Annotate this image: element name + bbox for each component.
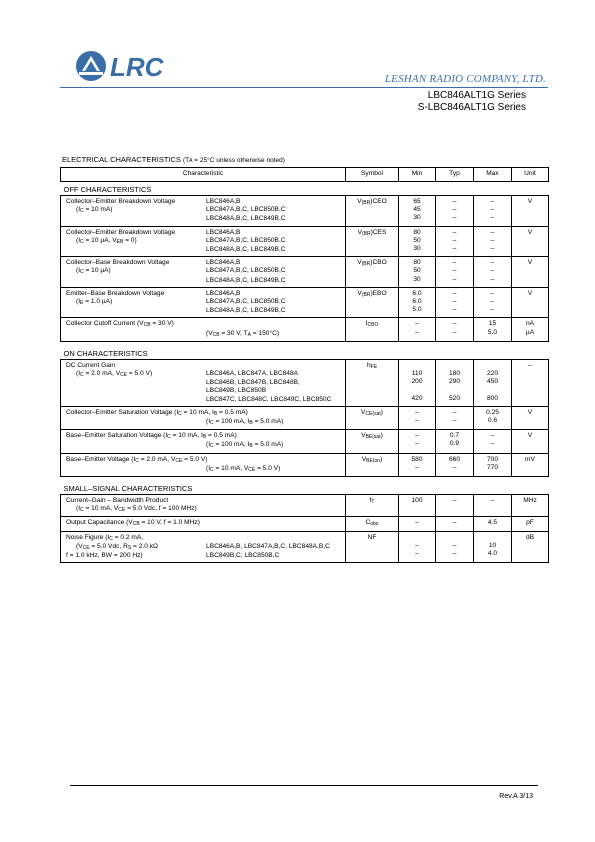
logo-text: LRC — [110, 52, 164, 82]
min-cell: – – — [399, 318, 436, 341]
typ-cell: – – — [436, 318, 474, 341]
company-name: LESHAN RADIO COMPANY, LTD. — [384, 73, 546, 85]
col-header-symbol: Symbol — [346, 168, 399, 182]
characteristic-cell: Noise Figure ($I_C = 0.2$ mA, ($V_{CE} = 5.0$ Vdc, $R_S = 2.0$ kΩ LBC846A,B, LBC847A,B,C, LBC848A,B,C f = 1.0 kHz, BW = 200 Hz) LBC849B,C, LBC850B,C — [61, 531, 346, 563]
min-cell: – — [399, 517, 436, 531]
unit-cell: V — [512, 430, 549, 453]
table-row — [61, 531, 549, 563]
unit-cell: – — [512, 359, 549, 406]
max-cell: – — [474, 495, 512, 517]
typ-cell: – – – — [436, 226, 474, 257]
characteristic-cell: Base–Emitter Saturation Voltage ($I_C = 10$ mA, $I_B = 0.5$ mA) ($I_C = 100$ mA, $I_B = 5.0$ mA) — [61, 430, 346, 453]
table-header-row — [61, 168, 549, 182]
characteristic-cell: Emitter–Base Breakdown Voltage LBC846A,B ($I_E = 1.0$ µA) LBC847A,B,C, LBC850B,C LBC848A,B,C, LBC849B,C — [61, 287, 346, 318]
typ-cell: – – — [436, 531, 474, 563]
characteristic-cell: Collector–Base Breakdown Voltage LBC846A,B ($I_C = 10$ µA) LBC847A,B,C, LBC850B,C LBC848A,B,C, LBC849B,C — [61, 257, 346, 288]
table-row — [61, 196, 549, 227]
min-cell: 100 — [399, 495, 436, 517]
unit-cell: V — [512, 406, 549, 429]
symbol-cell: $I_{CBO}$ — [346, 318, 399, 341]
table-row — [61, 430, 549, 453]
col-header-unit: Unit — [512, 168, 549, 182]
table-row — [61, 359, 549, 406]
table-row — [61, 287, 549, 318]
section-heading: OFF CHARACTERISTICS — [63, 184, 152, 194]
table-row — [61, 318, 549, 341]
min-cell: – – — [399, 531, 436, 563]
typ-cell: – – – — [436, 287, 474, 318]
characteristic-cell: Current–Gain – Bandwidth Product ($I_C = 10$ mA, $V_{CE} = 5.0$ Vdc, f = 100 MHz) — [61, 495, 346, 517]
characteristic-cell: Output Capacitance ($V_{CB} = 10$ V, f = 1.0 MHz) — [61, 517, 346, 531]
electrical-characteristics-table — [60, 167, 549, 563]
table-row — [61, 257, 549, 288]
max-cell: 700 770 — [474, 453, 512, 476]
table-row — [61, 406, 549, 429]
symbol-cell: NF — [346, 531, 399, 563]
characteristic-cell: Collector Cutoff Current ($V_{CB} = 30$ V) ($V_{CB} = 30$ V, $T_A = 150^\circ C$) — [61, 318, 346, 341]
unit-cell: MHz — [512, 495, 549, 517]
typ-cell: – – – — [436, 196, 474, 227]
symbol-cell: $V_{BE(on}$) — [346, 453, 399, 476]
section-heading-row — [61, 345, 549, 359]
section-heading: SMALL–SIGNAL CHARACTERISTICS — [63, 483, 193, 493]
max-cell: – – — [474, 430, 512, 453]
max-cell: – – – — [474, 196, 512, 227]
typ-cell: 660 – — [436, 453, 474, 476]
company-logo — [74, 48, 176, 84]
footer-rule — [70, 785, 538, 786]
table-row — [61, 517, 549, 531]
typ-cell: – – — [436, 406, 474, 429]
table-row — [61, 226, 549, 257]
symbol-cell: $V_{CE(sat}$) — [346, 406, 399, 429]
table-row — [61, 495, 549, 517]
min-cell: – – — [399, 406, 436, 429]
series-title-1: LBC846ALT1G Series — [427, 90, 526, 101]
col-header-min: Min — [399, 168, 436, 182]
max-cell: 10 4.0 — [474, 531, 512, 563]
page-footer: Rev.A 3/13 — [499, 793, 533, 800]
symbol-cell: $V_{(BR})CBO$ — [346, 257, 399, 288]
min-cell: – – — [399, 430, 436, 453]
col-header-typ: Typ — [436, 168, 474, 182]
col-header-characteristic: Characteristic — [61, 168, 346, 182]
max-cell: 4.5 — [474, 517, 512, 531]
typ-cell: 180 290 520 — [436, 359, 474, 406]
symbol-cell: $V_{(BR})EBO$ — [346, 287, 399, 318]
unit-cell: V — [512, 226, 549, 257]
typ-cell: – — [436, 517, 474, 531]
typ-cell: – – – — [436, 257, 474, 288]
typ-cell: – — [436, 495, 474, 517]
max-cell: 0.25 0.6 — [474, 406, 512, 429]
col-header-max: Max — [474, 168, 512, 182]
symbol-cell: $V_{(BR})CEO$ — [346, 196, 399, 227]
section-heading-row — [61, 481, 549, 495]
characteristic-cell: Collector–Emitter Breakdown Voltage LBC846A,B ($I_C = 10$ µA, $V_{EB} = 0$) LBC847A,B,C, LBC850B,C LBC848A,B,C, LBC849B,C — [61, 226, 346, 257]
unit-cell: nA µA — [512, 318, 549, 341]
min-cell: 65 45 30 — [399, 196, 436, 227]
unit-cell: dB — [512, 531, 549, 563]
min-cell: 580 – — [399, 453, 436, 476]
characteristic-cell: Collector–Emitter Saturation Voltage ($I_C = 10$ mA, $I_B = 0.5$ mA) ($I_C = 100$ mA, $I_B = 5.0$ mA) — [61, 406, 346, 429]
min-cell: 80 50 30 — [399, 257, 436, 288]
electrical-characteristics-title: ELECTRICAL CHARACTERISTICS (TA = 25°C unless otherwise noted) — [62, 155, 285, 164]
header-rule — [60, 87, 548, 88]
symbol-cell: $f_T$ — [346, 495, 399, 517]
max-cell: – – – — [474, 257, 512, 288]
max-cell: – – – — [474, 226, 512, 257]
typ-cell: 0.7 0.9 — [436, 430, 474, 453]
characteristic-cell: Base–Emitter Voltage ($I_C = 2.0$ mA, $V_{CE} = 5.0$ V) ($I_C = 10$ mA, $V_{CE} = 5.0$ V) — [61, 453, 346, 476]
unit-cell: pF — [512, 517, 549, 531]
symbol-cell: $V_{(BR})CES$ — [346, 226, 399, 257]
max-cell: – – – — [474, 287, 512, 318]
max-cell: 220 450 800 — [474, 359, 512, 406]
min-cell: 110 200 420 — [399, 359, 436, 406]
characteristic-cell: DC Current Gain ($I_C = 2.0$ mA, $V_{CE} = 5.0$ V) LBC846A, LBC847A, LBC848A LBC846B, LBC847B, LBC848B, LBC849B, LBC850B LBC847C, LBC848C, LBC849C, LBC850C — [61, 359, 346, 406]
min-cell: 80 50 30 — [399, 226, 436, 257]
unit-cell: V — [512, 196, 549, 227]
table-row — [61, 453, 549, 476]
unit-cell: V — [512, 257, 549, 288]
min-cell: 6.0 6.0 5.0 — [399, 287, 436, 318]
section-heading: ON CHARACTERISTICS — [63, 348, 148, 358]
series-title-2: S-LBC846ALT1G Series — [417, 102, 526, 113]
symbol-cell: $h_{FE}$ — [346, 359, 399, 406]
characteristic-cell: Collector–Emitter Breakdown Voltage LBC846A,B ($I_C = 10$ mA) LBC847A,B,C, LBC850B,C LBC848A,B,C, LBC849B,C — [61, 196, 346, 227]
section-heading-row — [61, 182, 549, 196]
unit-cell: V — [512, 287, 549, 318]
symbol-cell: $C_{obo}$ — [346, 517, 399, 531]
unit-cell: mV — [512, 453, 549, 476]
symbol-cell: $V_{BE(sat}$) — [346, 430, 399, 453]
max-cell: 15 5.0 — [474, 318, 512, 341]
